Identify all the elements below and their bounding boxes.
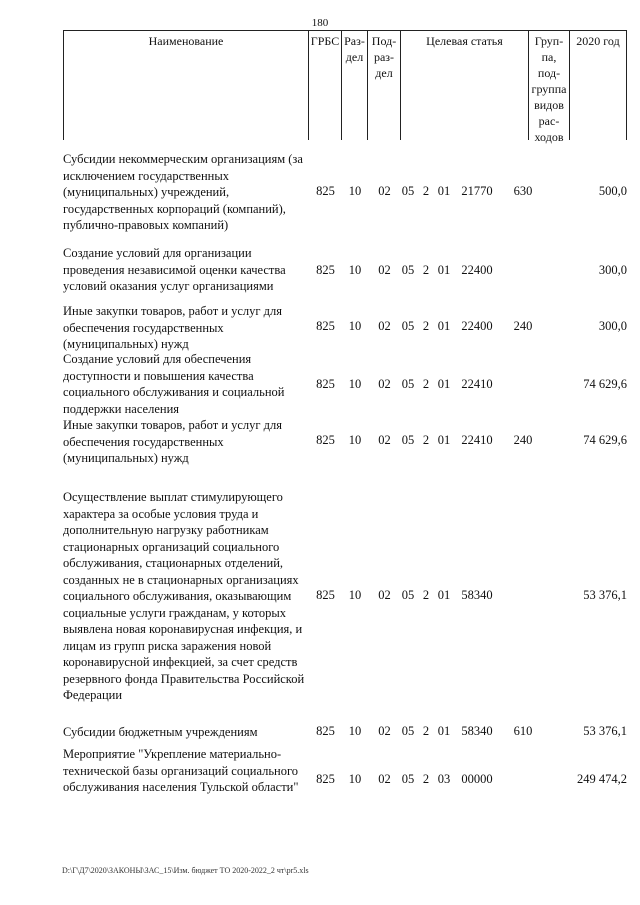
row-target-program: 05 — [401, 588, 415, 602]
row-target-subprogram: 2 — [422, 263, 430, 277]
row-target-direction: 58340 — [461, 588, 493, 602]
row-podrazdel: 02 — [378, 263, 391, 277]
row-grbs: 825 — [316, 588, 335, 602]
col-group-header: Груп- па, под- группа видов рас- ходов — [529, 31, 570, 140]
row-amount: 300,0 — [598, 263, 627, 277]
row-podrazdel: 02 — [378, 724, 391, 738]
row-razdel: 10 — [348, 184, 362, 198]
row-grbs: 825 — [316, 772, 335, 786]
row-amount: 74 629,6 — [583, 433, 627, 447]
col-target-header: Целевая статья — [401, 31, 529, 140]
row-target-program: 05 — [401, 724, 415, 738]
row-grbs: 825 — [316, 377, 335, 391]
row-target-main-event: 01 — [437, 433, 451, 447]
row-expense-type: 240 — [513, 433, 533, 447]
row-podrazdel: 02 — [378, 377, 391, 391]
row-target-program: 05 — [401, 263, 415, 277]
row-target-direction: 22410 — [461, 377, 493, 391]
row-podrazdel: 02 — [378, 588, 391, 602]
row-target-direction: 21770 — [461, 184, 493, 198]
col-year-header: 2020 год — [570, 31, 627, 140]
row-target-main-event: 01 — [437, 377, 451, 391]
row-amount: 249 474,2 — [577, 772, 627, 786]
row-target-program: 05 — [401, 772, 415, 786]
row-grbs: 825 — [316, 433, 335, 447]
row-target-subprogram: 2 — [422, 184, 430, 198]
row-razdel: 10 — [348, 377, 362, 391]
row-target-direction: 22400 — [461, 263, 493, 277]
row-target-program: 05 — [401, 377, 415, 391]
row-target-main-event: 03 — [437, 772, 451, 786]
row-razdel: 10 — [348, 433, 362, 447]
row-podrazdel: 02 — [378, 433, 391, 447]
row-target-direction: 58340 — [461, 724, 493, 738]
row-name: Иные закупки товаров, работ и услуг для обеспечения государственных (муниципальных) нужд — [63, 304, 283, 351]
row-name: Создание условий для обеспечения доступности и повышения качества социального обслуживания и социальной поддержки населения — [63, 352, 285, 416]
row-expense-type: 240 — [513, 319, 533, 333]
col-podrazdel-header: Под- раз- дел — [368, 31, 401, 140]
col-name-header: Наименование — [63, 31, 309, 140]
row-target-direction: 22400 — [461, 319, 493, 333]
row-target-main-event: 01 — [437, 588, 451, 602]
row-name: Создание условий для организации проведения независимой оценки качества условий оказания услуг организациями — [63, 246, 286, 293]
row-target-direction: 22410 — [461, 433, 493, 447]
row-razdel: 10 — [348, 772, 362, 786]
row-target-main-event: 01 — [437, 319, 451, 333]
row-target-subprogram: 2 — [422, 433, 430, 447]
row-amount: 74 629,6 — [583, 377, 627, 391]
file-path-footer: D:\Г\Д7\2020\ЗАКОНЫ\ЗАС_15\Изм. бюджет ТО 2020-2022_2 чт\pr5.xls — [62, 866, 309, 875]
row-name: Субсидии бюджетным учреждениям — [63, 725, 258, 739]
table-header — [63, 30, 627, 144]
row-razdel: 10 — [348, 724, 362, 738]
row-target-program: 05 — [401, 184, 415, 198]
row-target-program: 05 — [401, 433, 415, 447]
row-target-subprogram: 2 — [422, 377, 430, 391]
row-grbs: 825 — [316, 184, 335, 198]
row-razdel: 10 — [348, 319, 362, 333]
row-target-program: 05 — [401, 319, 415, 333]
col-razdel-header: Раз- дел — [342, 31, 368, 140]
row-razdel: 10 — [348, 263, 362, 277]
row-target-direction: 00000 — [461, 772, 493, 786]
row-target-subprogram: 2 — [422, 588, 430, 602]
col-grbs-header: ГРБС — [309, 31, 342, 140]
row-grbs: 825 — [316, 263, 335, 277]
row-name: Осуществление выплат стимулирующего характера за особые условия труда и дополнительную нагрузку работникам стационарных организаций социального обслуживания, стационарных отделений, созданных не в стационарных организациях социального обслуживания, оказывающим социальные услуги гражданам, у которых выявлена новая коронавирусная инфекция, и лицам из групп риска заражения новой коронавирусной инфекцией, за счет средств резервного фонда Правительства Российской Федерации — [63, 490, 305, 702]
row-target-subprogram: 2 — [422, 724, 430, 738]
row-podrazdel: 02 — [378, 319, 391, 333]
page-number: 180 — [311, 17, 329, 29]
row-expense-type: 610 — [513, 724, 533, 738]
row-target-subprogram: 2 — [422, 772, 430, 786]
row-podrazdel: 02 — [378, 184, 391, 198]
row-amount: 53 376,1 — [583, 724, 627, 738]
row-amount: 300,0 — [598, 319, 627, 333]
row-target-main-event: 01 — [437, 724, 451, 738]
row-amount: 500,0 — [598, 184, 627, 198]
row-target-main-event: 01 — [437, 184, 451, 198]
row-target-subprogram: 2 — [422, 319, 430, 333]
row-name: Субсидии некоммерческим организациям (за исключением государственных (муниципальных) учреждений, государственных корпораций (компаний), публично-правовых компаний) — [63, 152, 303, 232]
row-expense-type: 630 — [513, 184, 533, 198]
row-name: Иные закупки товаров, работ и услуг для обеспечения государственных (муниципальных) нужд — [63, 418, 283, 465]
row-amount: 53 376,1 — [583, 588, 627, 602]
row-grbs: 825 — [316, 724, 335, 738]
row-podrazdel: 02 — [378, 772, 391, 786]
row-name: Мероприятие "Укрепление материально-технической базы организаций социального обслуживания населения Тульской области" — [63, 747, 299, 794]
row-razdel: 10 — [348, 588, 362, 602]
row-target-main-event: 01 — [437, 263, 451, 277]
row-grbs: 825 — [316, 319, 335, 333]
